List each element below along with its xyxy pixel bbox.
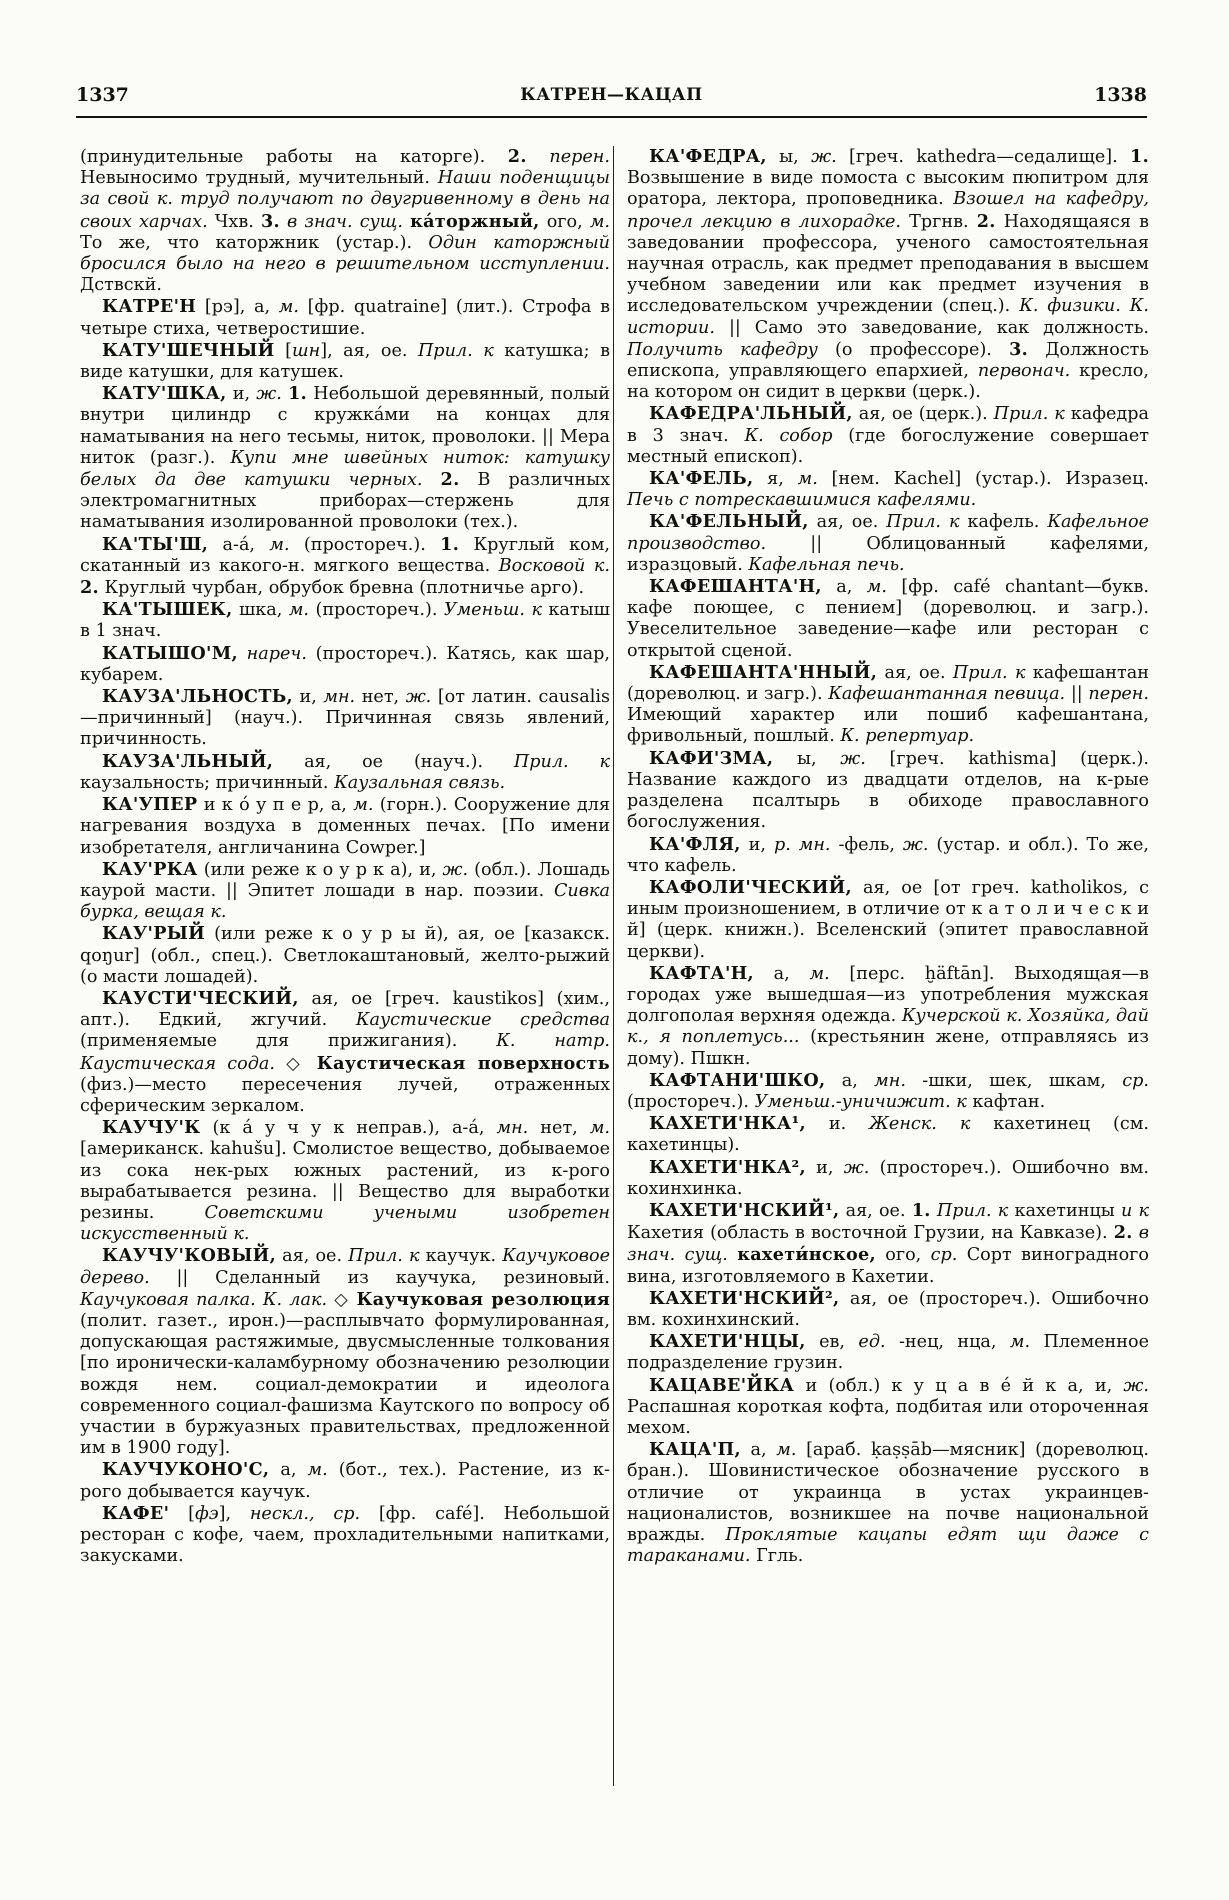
entry-text: кафель. (959, 512, 1048, 533)
italic-text: м. (288, 600, 310, 621)
entry-text: Небольшой деревянный, полый внутри цилиндр с кружка́ми на концах для наматывания на него тесьмы, ниток, проволоки. || Мера ниток (разг.). (80, 384, 610, 468)
dictionary-entry (627, 468, 1149, 511)
bold-text: КАХЕТИ'НЦЫ, (649, 1331, 806, 1353)
bold-text: КАФОЛИ'ЧЕСКИЙ, (649, 876, 852, 898)
entry-text: (принудительные работы на каторге). (80, 147, 508, 167)
entry-text: [фр. café]. Небольшой ресторан с кофе, чаем, прохладительными напитками, закусками. (80, 1503, 610, 1567)
italic-text: Купи мне швейных ниток: катушку белых да две катушки черных. (80, 447, 610, 491)
entry-text: [нем. Kachel] (устар.). Изразец. (817, 469, 1149, 490)
italic-text: ср. (930, 1245, 958, 1266)
bold-text: 2. (976, 210, 996, 232)
entry-text: ая, ое (простореч.). Ошибочно вм. кохинхинский. (627, 1288, 1149, 1330)
italic-text: Один каторжный бросился было на него в решительном исступлении. (80, 232, 611, 275)
italic-text: м. (776, 1440, 797, 1461)
entry-text: а, (825, 1070, 875, 1091)
bold-text: КА'ФЕЛЬ, (649, 468, 754, 490)
italic-text: Прил. к (936, 1200, 1009, 1221)
italic-text: мн. (874, 1070, 906, 1091)
dictionary-entry (80, 383, 610, 533)
bold-text: КА'ТЫШЕК, (102, 599, 233, 621)
bold-text: КАТУ'ШКА, (102, 383, 227, 405)
bold-text: КА'УПЕР (102, 794, 198, 816)
bold-text: 2. (507, 146, 527, 167)
dictionary-entry (80, 1459, 610, 1502)
entry-text: (или реже к о у р к а), и, (197, 859, 443, 880)
italic-text: Прил. к (348, 1246, 420, 1267)
entry-text: (физ.)—место пересечения лучей, отраженных сферическим зеркалом. (80, 1074, 610, 1116)
bold-text: КАЦАВЕ'ЙКА (649, 1374, 795, 1396)
entry-text: кахетинец (см. кахетинцы). (627, 1114, 1149, 1156)
entry-text (238, 644, 247, 664)
dictionary-entry (627, 1070, 1149, 1113)
entry-text: Племенное подразделение грузин. (627, 1332, 1150, 1374)
dictionary-entry (627, 1331, 1149, 1374)
bold-text: КАХЕТИ'НСКИЙ², (649, 1287, 840, 1309)
italic-text: Каустические средства (355, 1010, 610, 1031)
entry-text: ◇ (327, 1289, 357, 1310)
bold-text: Каустическая поверхность (316, 1052, 610, 1074)
italic-text: Кафешантанная певица. (828, 684, 1066, 705)
entry-text: ая, ое. (808, 512, 887, 533)
bold-text: КАФИ'ЗМА, (649, 747, 774, 769)
bold-text: 3. (260, 210, 280, 232)
dictionary-entry (80, 794, 610, 859)
dictionary-entry (80, 923, 610, 988)
bold-text: КА'ФЕЛЬНЫЙ, (649, 511, 809, 533)
entry-text: а-а́, (208, 534, 270, 555)
entry-text: (крестьянин жене, отправляясь из дому). Пшкн. (627, 1027, 1150, 1069)
dictionary-entry (80, 643, 610, 686)
bold-text: КАФЕШАНТА'Н, (649, 576, 822, 598)
entry-text: || Само это заведование, как должность. (714, 317, 1149, 338)
dictionary-entry (627, 511, 1149, 576)
dictionary-entry (627, 662, 1149, 748)
entry-text: -фель, (830, 834, 903, 855)
entry-text: кресло, на котором он сидит в церкви (церк.). (627, 361, 1149, 403)
italic-text: мн. (323, 687, 356, 708)
entry-text: ого, (875, 1245, 931, 1266)
italic-text: м. (809, 963, 830, 984)
dictionary-entry (627, 1157, 1149, 1200)
entry-text: Тргнв. (901, 211, 977, 232)
italic-text: ж. (811, 147, 837, 167)
entry-text: каучук. (419, 1246, 503, 1267)
bold-text: КАУ'РЫЙ (102, 923, 206, 945)
entry-text: а, (821, 577, 867, 598)
entry-text: я, (753, 469, 798, 490)
bold-text: КАУЧУ'К (102, 1117, 201, 1139)
entry-text: кахетинцы (1008, 1200, 1121, 1221)
entry-text: -нец, нца, (885, 1332, 1010, 1353)
entry-text: (простореч.). Ошибочно вм. кохинхинка. (627, 1157, 1149, 1199)
entry-text: Распашная короткая кофта, подбитая или отороченная мехом. (627, 1396, 1149, 1438)
bold-text: КАФТА'Н, (649, 962, 754, 984)
entry-text: [араб. ḳaṣṣāb—мясник] (дореволюц. бран.). Шовинистическое обозначение русского в отличие от украинца в устах украинцев-националистов, возникшее на почве национальной вражды. (627, 1440, 1149, 1545)
entry-text: каузальность; причинный. (80, 772, 335, 793)
bold-text: КАХЕТИ'НКА¹, (649, 1113, 806, 1135)
dictionary-entry (627, 576, 1149, 662)
bold-text: КАФЕДРА'ЛЬНЫЙ, (649, 403, 853, 425)
bold-text: КАУЧУКОНО'С, (102, 1459, 270, 1481)
italic-text: ср. (1122, 1070, 1149, 1091)
italic-text: ж. (442, 859, 469, 880)
entry-text: и, (292, 687, 324, 708)
entry-text: Ггль. (750, 1546, 804, 1567)
entry-text: и (обл.) к у ц а в е́ й к а, и, (794, 1375, 1124, 1396)
entry-text: (простореч.). (309, 600, 444, 621)
entry-text: || (1065, 684, 1089, 705)
entry-text: катушка; в виде катушки, для катушек. (80, 340, 610, 383)
italic-text: Прил. к (993, 404, 1065, 425)
bold-text: 1. (911, 1199, 931, 1221)
italic-text: м. (1009, 1332, 1031, 1353)
bold-text: 2. (1113, 1222, 1133, 1244)
italic-text: Женск. к (869, 1114, 971, 1135)
dictionary-entry (80, 534, 610, 600)
italic-text: Кафельное производство. (627, 512, 1149, 554)
italic-text: К. репертуар. (840, 726, 975, 747)
italic-text: Сивка бурка, вещая к. (80, 880, 610, 923)
entry-text: а, (269, 1460, 308, 1481)
italic-text: нареч. (246, 643, 307, 664)
page-header (76, 84, 1147, 118)
header-rule (76, 116, 1147, 118)
italic-text: К. натр. Каустическая сода. (80, 1031, 610, 1074)
italic-text: ж. (840, 748, 866, 769)
italic-text: в знач. сущ. (279, 211, 403, 232)
dictionary-entry (80, 859, 610, 924)
bold-text: КАУЗА'ЛЬНОСТЬ, (102, 686, 293, 708)
italic-text: ж. (902, 834, 929, 855)
entry-text: Круглый чурбан, обрубок бревна (плотничье арго). (98, 578, 585, 599)
bold-text: КАФТАНИ'ШКО, (649, 1069, 826, 1091)
dictionary-entry (80, 599, 610, 642)
bold-text: КАХЕТИ'НКА², (649, 1156, 806, 1178)
dictionary-entry (627, 1375, 1149, 1440)
entry-text: ], (218, 1503, 250, 1524)
italic-text: нескл., ср. (249, 1503, 361, 1524)
italic-text: Каузальная связь. (334, 772, 506, 793)
entry-text: [перс. ḫäftān]. Выходящая—в городах уже вышедшая—из употребления мужская долгополая верхняя одежда. (627, 963, 1149, 1027)
bold-text: КАУ'РКА (102, 858, 198, 880)
italic-text: м. (269, 534, 290, 555)
entry-text: (устар. и обл.). То же, что кафель. (627, 834, 1150, 876)
entry-text: [ (169, 1503, 195, 1524)
entry-text: ая, ое (науч.). (273, 751, 514, 772)
bold-text: Каучуковая резолюция (356, 1288, 610, 1310)
italic-text: м. (589, 211, 611, 232)
italic-text: Прил. к (952, 662, 1026, 683)
entry-text: (обл.). Лошадь каурой масти. || Эпитет лошади в нар. поэзии. (80, 859, 610, 901)
italic-text: к (483, 340, 494, 361)
entry-text: кафешантан (дореволюц. и загр.). (627, 662, 1149, 705)
bold-text: КАТРЕ'Н (102, 296, 197, 318)
entry-text: (применяемые для прижигания). (80, 1031, 497, 1052)
entry-text: [от латин. causalis—причинный] (науч.). Причинная связь явлений, причинность. (80, 687, 610, 750)
entry-text: и к о́ у п е р, а, (197, 795, 354, 816)
column-divider (613, 146, 614, 1786)
page-number-right: 1338 (1094, 84, 1147, 106)
bold-text: КАУСТИ'ЧЕСКИЙ, (102, 987, 299, 1009)
dictionary-entry (627, 403, 1149, 468)
entry-text: [греч. kathisma] (церк.). Название каждого из двадцати отделов, на к-рые разделена псалтырь в обиходе православного богослужения. (627, 748, 1150, 833)
italic-text: и к (1120, 1200, 1149, 1221)
bold-text: КАТЫШО'М, (102, 642, 238, 664)
dictionary-entry (80, 1245, 610, 1459)
entry-text: (к а́ у ч у к неправ.), а-а́, (200, 1118, 497, 1139)
entry-text: Чхв. (207, 211, 261, 232)
italic-text: Прил. к (886, 512, 960, 533)
entry-text: (полит. газет., ирон.)—расплывчато формулированная, допускающая растяжимые, двусмысленные толкования [по иронически-каламбурному обозначению резолюции вождя нем. социал-демократии и идеолога современного социал-фашизма Каутского по вопросу об участии в буржуазных правительствах, предложенной им в 1900 году]. (80, 1310, 610, 1459)
entry-text: Должность епископа, управляющего епархией, (627, 339, 1149, 382)
italic-text: шн (291, 340, 321, 361)
dictionary-entry (627, 1113, 1149, 1156)
italic-text: ж. (843, 1157, 870, 1178)
entry-text: То же, что каторжник (устар.). (80, 232, 429, 253)
bold-text: 1. (1130, 146, 1149, 167)
bold-text: кахети́нское, (737, 1244, 876, 1266)
italic-text: Проклятые кацапы едят щи даже с тараканами. (627, 1525, 1149, 1567)
entry-text: кафтан. (966, 1091, 1046, 1112)
entry-text: (или реже к о у р ы й), ая, ое [казакск. qoŋur] (обл., спец.). Светлокаштановый, желто-рыжий (о масти лошадей). (80, 924, 610, 987)
italic-text: К. физики. К. истории. (627, 296, 1149, 338)
italic-text: перен. (1088, 684, 1149, 705)
bold-text: 2. (440, 469, 460, 491)
entry-text: и, (740, 834, 774, 855)
entry-text: Кахетия (область в восточной Грузии, на Кавказе). (627, 1223, 1114, 1244)
entry-text: (простореч.). (627, 1091, 755, 1112)
entry-text: (горн.). Сооружение для нагревания воздуха в доменных печах. [По имени изобретателя, англичанина Cowper.] (80, 795, 611, 858)
bold-text: КА'ФЛЯ, (649, 833, 741, 855)
entry-text: (простореч.). Катясь, как шар, кубарем. (80, 643, 611, 685)
italic-text: м. (797, 469, 818, 490)
entry-text: шка, (232, 600, 289, 621)
entry-text (728, 1245, 737, 1265)
entry-text: [фр. café chantant—букв. кафе поющее, с пением] (дореволюц. и загр.). Увеселительное заведение—кафе или ресторан с открытой сценой. (627, 577, 1149, 661)
dictionary-entry (627, 146, 1149, 403)
italic-text: Восковой к. (498, 555, 610, 576)
bold-text: КАУЗА'ЛЬНЫЙ, (102, 750, 274, 772)
italic-text: первонач. (977, 361, 1071, 382)
entry-text: ], ая, ое. (320, 340, 418, 361)
italic-text: м. (353, 795, 374, 816)
bold-text: 3. (1009, 338, 1029, 360)
entry-text: ы, (766, 147, 812, 167)
dictionary-entry (80, 751, 610, 794)
entry-text: и, (226, 384, 257, 405)
italic-text: ж. (256, 384, 282, 405)
italic-text: Кафельная печь. (748, 554, 905, 575)
italic-text: Печь с потрескавшимися кафелями. (627, 490, 977, 511)
bold-text: КАЦА'П, (649, 1439, 741, 1461)
italic-text: Кучерской к. Хозяйка, дай к., я поплетусь... (627, 1006, 1149, 1048)
dictionary-entry (627, 1288, 1149, 1331)
italic-text: Прил. (417, 340, 473, 361)
entry-text: ы, (773, 748, 841, 769)
italic-text: перен. (526, 147, 610, 167)
bold-text: КАУЧУ'КОВЫЙ, (102, 1245, 277, 1267)
italic-text: ж. (1123, 1375, 1149, 1396)
dictionary-entry (627, 748, 1149, 834)
entry-text: и, (805, 1157, 844, 1178)
italic-text: Взошел на кафедру, прочел лекцию в лихорадке. (627, 189, 1149, 232)
italic-text: Советскими учеными изобретен искусственный к. (80, 1202, 610, 1245)
italic-text: Получить кафедру (627, 339, 818, 360)
italic-text: м. (589, 1118, 610, 1139)
italic-text: Каучуковое дерево. (80, 1246, 610, 1288)
entry-text: и. (805, 1114, 870, 1135)
italic-text: ед. (858, 1332, 886, 1353)
entry-text: (простореч.). (289, 534, 441, 555)
dictionary-entry (80, 146, 610, 296)
running-title: КАТРЕН—КАЦАП (520, 85, 703, 105)
right-column (627, 146, 1149, 1567)
entry-text: Сорт виноградного вина, изготовляемого в Кахетии. (627, 1245, 1149, 1287)
italic-text: Каучуковая палка. К. лак. (80, 1289, 328, 1310)
page-number-left: 1337 (76, 84, 129, 106)
entry-text: Находящаяся в заведовании профессора, ученого самостоятельная научная отрасль, как предмет преподавания в высшем учебном заведении или как предмет изучения в исследовательском учреждении (спец.). (627, 211, 1149, 317)
bold-text: ка́торжный, (410, 210, 540, 232)
entry-text: ая, ое (церк.). (852, 404, 994, 425)
entry-text: а, (753, 963, 810, 984)
bold-text: 2. (80, 577, 99, 599)
italic-text: фэ (194, 1503, 219, 1524)
italic-text: Уменьш.-уничижит. к (754, 1091, 967, 1112)
bold-text: КАФЕШАНТА'ННЫЙ, (649, 661, 878, 683)
entry-text: (бот., тех.). Растение, из к-рого добывается каучук. (80, 1460, 610, 1502)
entry-text: ая, ое [от греч. katholikos, с иным произношением, в отличие от к а т о л и ч е с к и й] (церк. книжн.). Вселенский (эпитет православной церкви). (627, 877, 1149, 962)
entry-text: нет, (355, 687, 406, 708)
italic-text: Уменьш. к (443, 600, 542, 621)
italic-text: в знач. сущ. (627, 1223, 1149, 1266)
entry-text: || Сделанный из каучука, резиновый. (149, 1267, 610, 1288)
entry-text: ◇ (275, 1053, 317, 1074)
entry-text: (где богослужение совершает местный епископ). (627, 425, 1150, 467)
bold-text: КА'ФЕДРА, (649, 146, 767, 167)
entry-text: [ (274, 340, 292, 361)
dictionary-entry (80, 1503, 610, 1568)
entry-text: -шки, шек, шкам, (905, 1070, 1123, 1091)
dictionary-entry (80, 1117, 610, 1245)
entry-text: Невыносимо трудный, мучительный. (80, 168, 438, 189)
entry-text: кафедра в 3 знач. (627, 404, 1149, 446)
dictionary-entry (80, 296, 610, 339)
entry-text: нет, (528, 1118, 590, 1139)
entry-text: [греч. kathedra—седалище]. (836, 147, 1131, 167)
dictionary-entry (627, 1439, 1149, 1567)
entry-text: а, (740, 1440, 777, 1461)
bold-text: 1. (440, 533, 460, 555)
italic-text: Наши поденщицы за свой к. труд получают по двугривенному в день на своих харчах. (80, 168, 610, 232)
italic-text: ж. (405, 687, 432, 708)
dictionary-entry (627, 1200, 1149, 1288)
bold-text: 1. (288, 383, 308, 405)
entry-text: [рэ], а, (196, 297, 279, 318)
italic-text: Прил. к (513, 751, 610, 772)
bold-text: КАФЕ' (102, 1502, 170, 1524)
entry-text: В различных электромагнитных приборах—стержень для наматывания изолированной проволоки (тех.). (80, 470, 610, 533)
dictionary-entry (627, 877, 1149, 963)
entry-text: [американск. kahušu]. Смолистое вещество, добываемое из сока нек-рых южных растений, из к-рого вырабатывается резина. || Вещество для выработки резины. (80, 1139, 610, 1223)
italic-text: р. мн. (773, 834, 831, 855)
dictionary-entry (80, 686, 610, 751)
italic-text: м. (278, 297, 299, 318)
entry-text: ого, (539, 211, 590, 232)
dictionary-entry (80, 988, 610, 1117)
entry-text: [фр. quatraine] (лит.). Строфа в четыре стиха, четверостишие. (80, 297, 610, 339)
entry-text: ая, ое. (877, 662, 953, 683)
bold-text: КАТУ'ШЕЧНЫЙ (102, 339, 275, 361)
bold-text: КА'ТЫ'Ш, (102, 533, 209, 555)
entry-text (423, 470, 441, 490)
entry-text: ая, ое. (276, 1246, 349, 1267)
dictionary-entry (80, 340, 610, 383)
entry-text (473, 341, 484, 361)
entry-text: (о профессоре). (817, 339, 1010, 360)
entry-text: Дствскй. (80, 275, 162, 296)
entry-text: катыш в 1 знач. (80, 600, 610, 642)
italic-text: мн. (496, 1118, 529, 1139)
italic-text: м. (307, 1460, 328, 1481)
entry-text: ая, ое. (839, 1200, 912, 1221)
entry-text: || Облицованный кафелями, изразцовый. (627, 533, 1149, 575)
italic-text: К. собор (744, 425, 833, 446)
entry-text: Имеющий характер или пошиб кафешантана, фривольный, пошлый. (627, 705, 1149, 747)
bold-text: КАХЕТИ'НСКИЙ¹, (649, 1199, 840, 1221)
left-column (80, 146, 610, 1567)
italic-text: м. (866, 577, 887, 598)
dictionary-entry (627, 834, 1149, 877)
entry-text: ая, ое [греч. kaustikos] (хим., апт.). Едкий, жгучий. (80, 988, 610, 1031)
dictionary-entry (627, 963, 1149, 1070)
entry-text: Возвышение в виде помоста с высоким пюпитром для оратора, лектора, проповедника. (627, 168, 1149, 210)
entry-text: ев, (805, 1332, 859, 1353)
entry-text: Круглый ком, скатанный из какого-н. мягкого вещества. (80, 534, 611, 576)
